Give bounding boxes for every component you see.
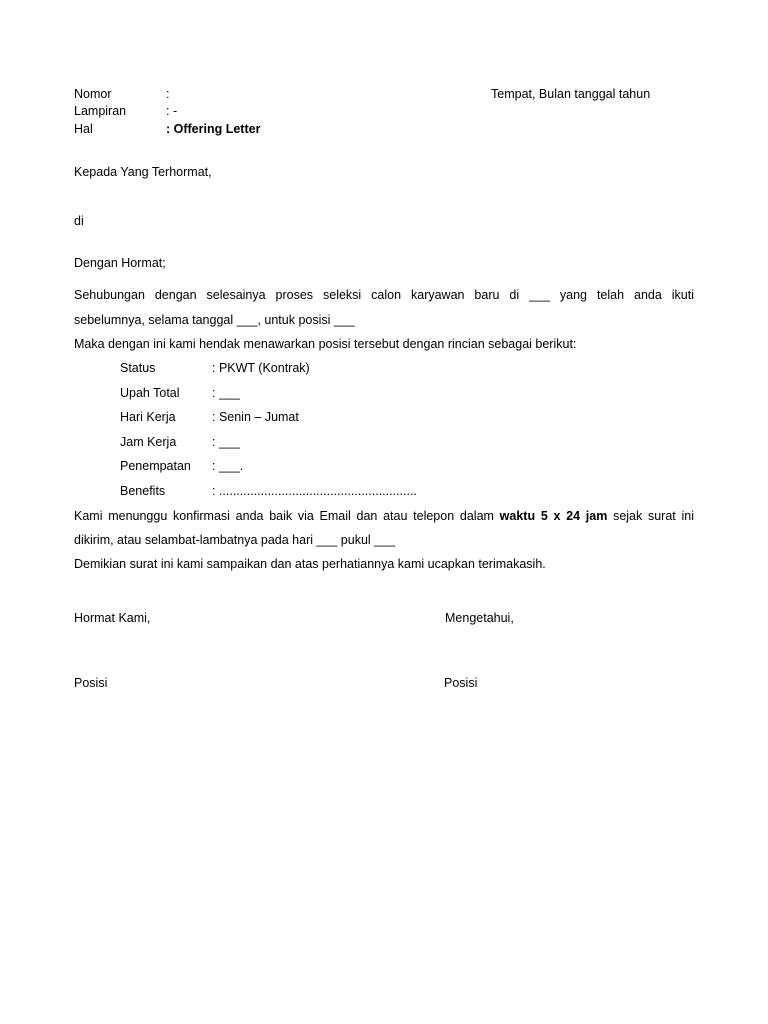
detail-value-penempatan: : ___.	[212, 459, 244, 473]
detail-value-status: : PKWT (Kontrak)	[212, 361, 310, 375]
para3-line1-bold: waktu 5 x 24 jam	[499, 509, 608, 523]
recipient-location: di	[74, 214, 84, 228]
para3-line1	[74, 509, 694, 523]
para3-line2: dikirim, atau selambat-lambatnya pada hari ___ pukul ___	[74, 533, 396, 547]
recipient-salutation: Kepada Yang Terhormat,	[74, 165, 212, 179]
hal-label: Hal	[74, 122, 93, 136]
detail-label-upah: Upah Total	[120, 386, 180, 400]
greeting: Dengan Hormat;	[74, 256, 166, 270]
para3-line1-pre: Kami menunggu konfirmasi anda baik via Email dan atau telepon dalam	[74, 509, 494, 523]
detail-label-benefits: Benefits	[120, 484, 166, 498]
para2: Maka dengan ini kami hendak menawarkan posisi tersebut dengan rincian sebagai berikut:	[74, 337, 577, 351]
detail-value-hari-kerja: : Senin – Jumat	[212, 410, 299, 424]
signature-left-title: Hormat Kami,	[74, 611, 151, 625]
detail-value-upah: : ___	[212, 386, 240, 400]
signature-right-title: Mengetahui,	[445, 611, 514, 625]
detail-label-hari-kerja: Hari Kerja	[120, 410, 176, 424]
lampiran-value: : -	[166, 104, 178, 118]
para1-line2: sebelumnya, selama tanggal ___, untuk posisi ___	[74, 313, 355, 327]
detail-value-jam-kerja: : ___	[212, 435, 240, 449]
signature-left-position: Posisi	[74, 676, 108, 690]
detail-label-status: Status	[120, 361, 156, 375]
place-date: Tempat, Bulan tanggal tahun	[491, 87, 651, 101]
nomor-value: :	[166, 87, 170, 101]
detail-value-benefits: : .........................................................	[212, 484, 417, 498]
lampiran-label: Lampiran	[74, 104, 127, 118]
nomor-label: Nomor	[74, 87, 112, 101]
detail-label-penempatan: Penempatan	[120, 459, 191, 473]
closing-paragraph: Demikian surat ini kami sampaikan dan atas perhatiannya kami ucapkan terimakasih.	[74, 557, 546, 571]
signature-right-position: Posisi	[444, 676, 478, 690]
para3-line1-post: sejak surat ini	[613, 509, 694, 523]
para1-line1: Sehubungan dengan selesainya proses seleksi calon karyawan baru di ___ yang telah anda ikuti	[74, 288, 694, 302]
detail-label-jam-kerja: Jam Kerja	[120, 435, 177, 449]
hal-value: : Offering Letter	[166, 122, 261, 136]
